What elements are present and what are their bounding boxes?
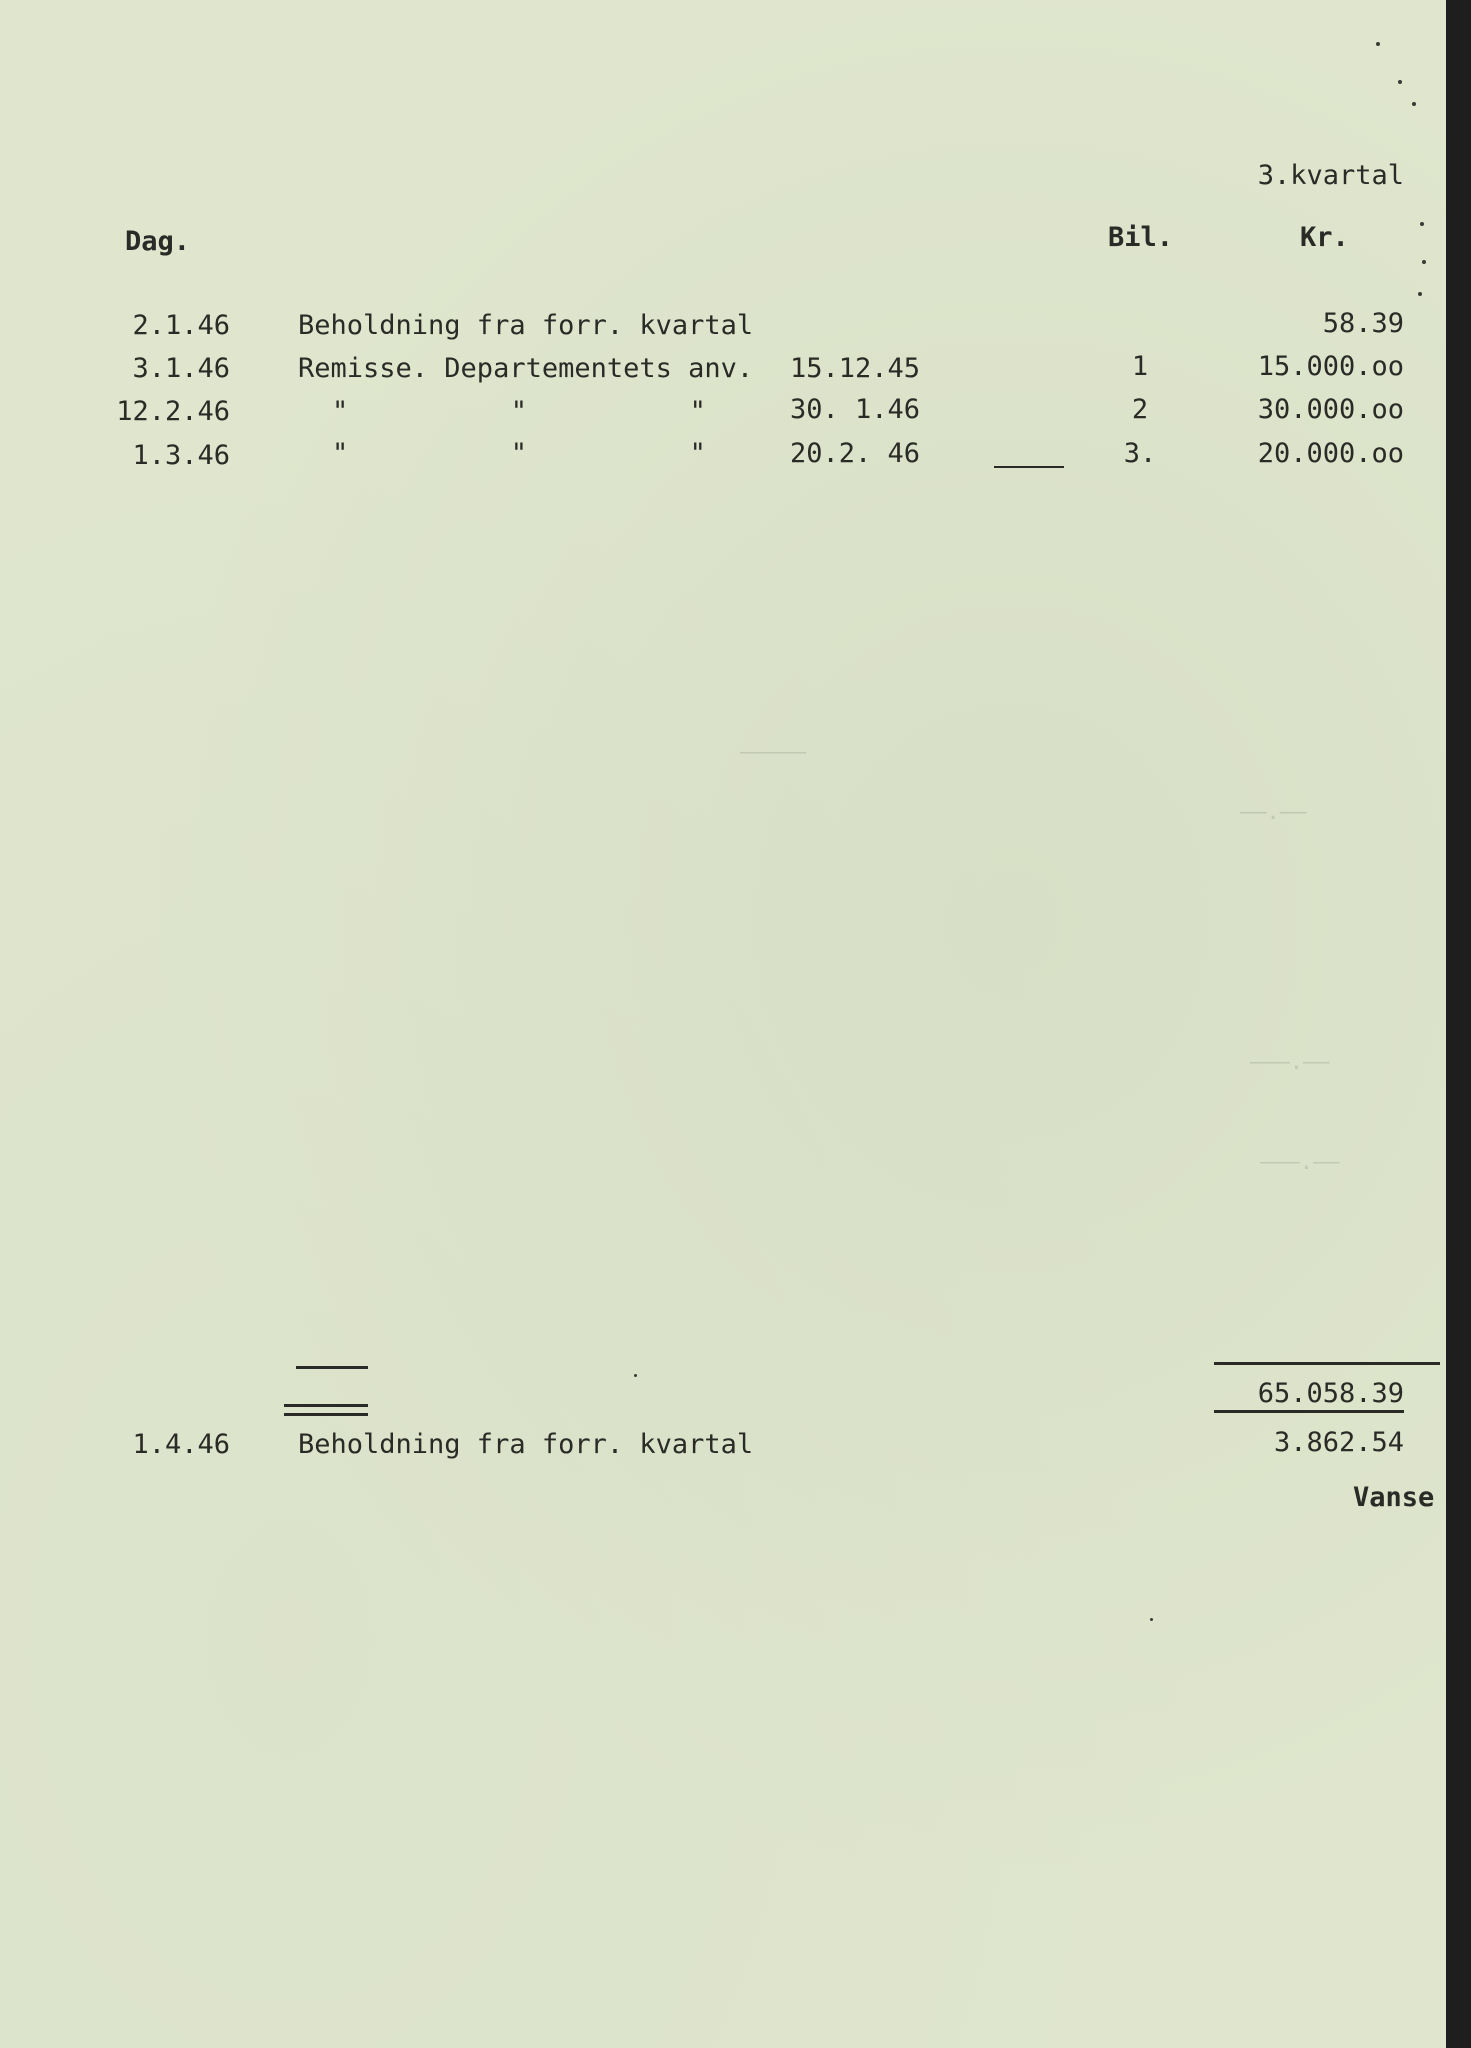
entry-text: " " " bbox=[332, 396, 706, 427]
quarter-label: 3.kvartal bbox=[1257, 160, 1404, 191]
entry-amount: 58.39 bbox=[1322, 308, 1404, 339]
rule-total-top bbox=[1214, 1362, 1440, 1365]
entry-amount: 15.000.oo bbox=[1257, 351, 1404, 382]
paper-speck bbox=[1422, 260, 1426, 264]
paper-speck bbox=[1376, 42, 1380, 46]
paper-speck bbox=[1420, 222, 1424, 226]
column-header-bil: Bil. bbox=[1108, 222, 1174, 253]
paper-speck bbox=[1412, 102, 1416, 106]
bleed-through-mark: ———.—— bbox=[1250, 1050, 1330, 1075]
paper-speck bbox=[1398, 80, 1402, 84]
entry-text: Beholdning fra forr. kvartal bbox=[298, 310, 754, 341]
closing-date: 1.4.46 bbox=[132, 1429, 230, 1460]
rule-left-double-2 bbox=[284, 1413, 368, 1416]
continued-label: Vanse bbox=[1353, 1482, 1435, 1513]
closing-text: Beholdning fra forr. kvartal bbox=[298, 1429, 754, 1460]
dash-rule bbox=[994, 466, 1064, 468]
entry-text: Remisse. Departementets anv. bbox=[298, 353, 754, 384]
entry-date: 1.3.46 bbox=[132, 440, 230, 471]
closing-amount: 3.862.54 bbox=[1273, 1427, 1404, 1458]
entry-bil: 3. bbox=[1123, 438, 1157, 469]
entry-amount: 30.000.oo bbox=[1257, 394, 1404, 425]
paper-speck bbox=[1150, 1618, 1153, 1621]
total-amount: 65.058.39 bbox=[1257, 1378, 1404, 1409]
paper-speck bbox=[634, 1374, 637, 1377]
entry-date: 2.1.46 bbox=[132, 310, 230, 341]
column-header-kr: Kr. bbox=[1300, 222, 1349, 253]
bleed-through-mark: ————— bbox=[740, 740, 807, 765]
entry-date: 12.2.46 bbox=[116, 396, 230, 427]
bleed-through-mark: ———.—— bbox=[1260, 1150, 1340, 1175]
rule-left-double-1 bbox=[284, 1404, 368, 1407]
rule-total-underline bbox=[1214, 1410, 1404, 1413]
entry-text: " " " bbox=[332, 438, 706, 469]
entry-date: 3.1.46 bbox=[132, 353, 230, 384]
bleed-through-mark: ——.—— bbox=[1240, 800, 1307, 825]
rule-left-single bbox=[296, 1366, 368, 1369]
scan-edge bbox=[1446, 0, 1471, 2048]
entry-bil: 2 bbox=[1131, 394, 1149, 425]
paper-speck bbox=[1418, 292, 1422, 296]
column-header-date: Dag. bbox=[125, 226, 191, 257]
entry-ref-date: 15.12.45 bbox=[790, 353, 921, 384]
entry-amount: 20.000.oo bbox=[1257, 438, 1404, 469]
entry-ref-date: 30. 1.46 bbox=[790, 394, 921, 425]
entry-ref-date: 20.2. 46 bbox=[790, 438, 921, 469]
entry-bil: 1 bbox=[1131, 351, 1149, 382]
